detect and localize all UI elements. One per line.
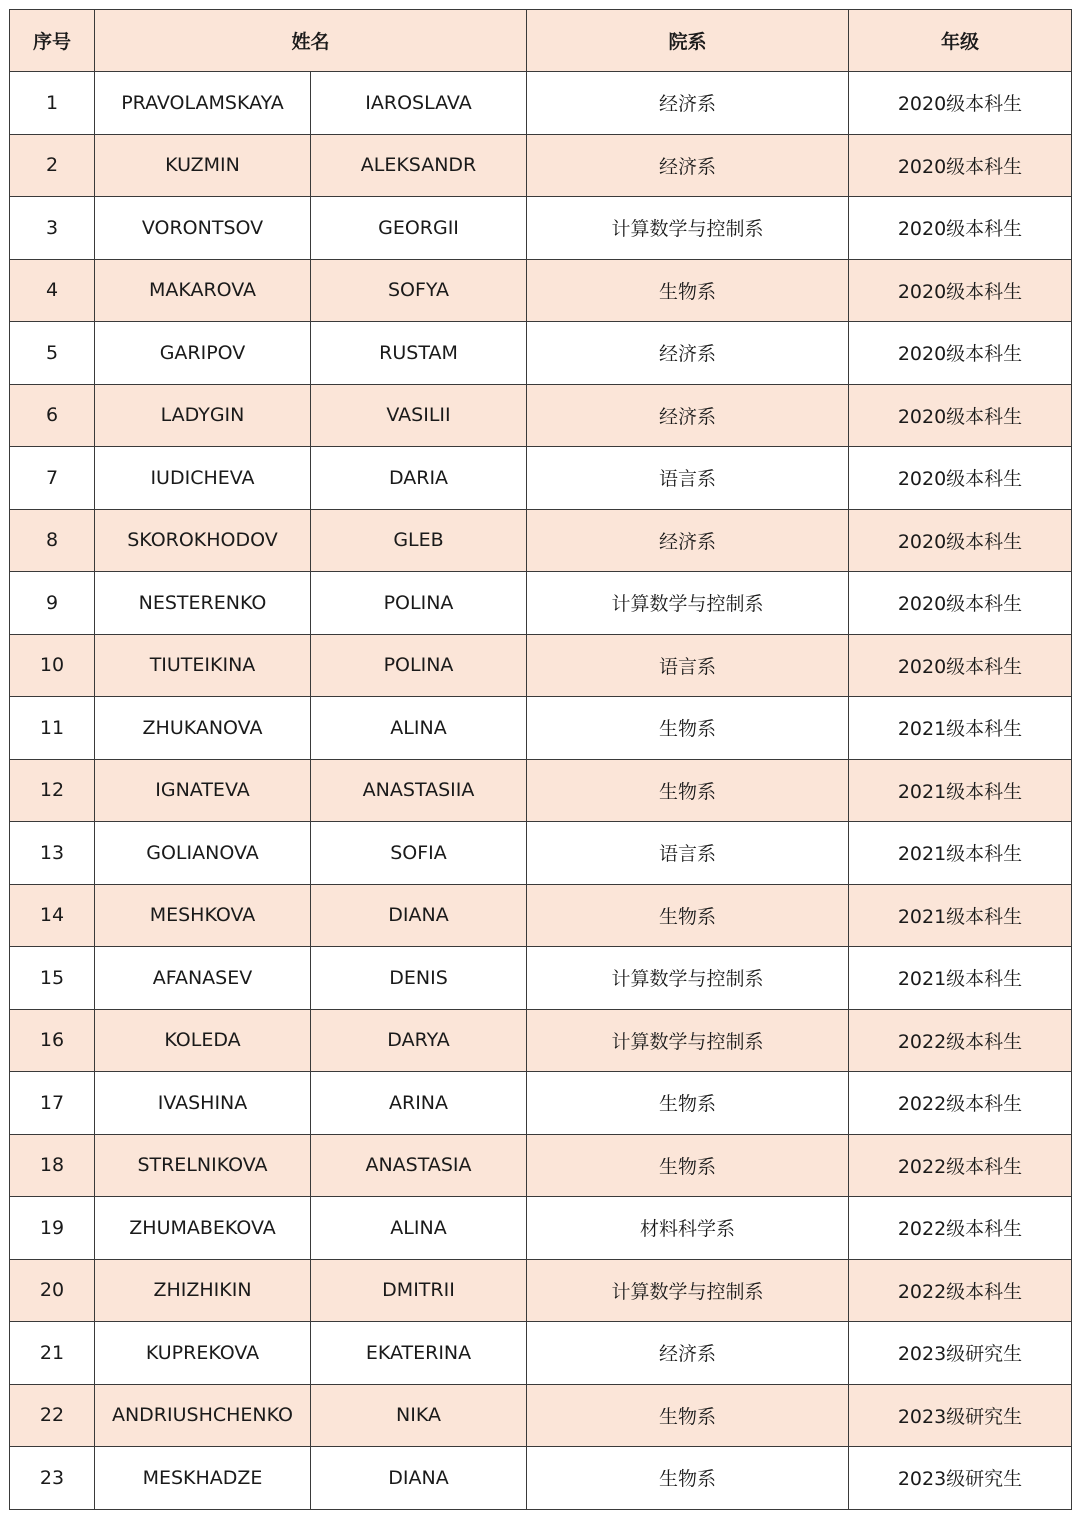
cell-department: 生物系 (527, 1384, 849, 1447)
cell-department: 计算数学与控制系 (527, 197, 849, 260)
cell-last-name: MESKHADZE (95, 1447, 311, 1510)
cell-first-name: NIKA (311, 1384, 527, 1447)
cell-first-name: POLINA (311, 572, 527, 635)
cell-department: 计算数学与控制系 (527, 947, 849, 1010)
cell-grade: 2023级研究生 (849, 1322, 1072, 1385)
cell-department: 计算数学与控制系 (527, 572, 849, 635)
cell-last-name: IGNATEVA (95, 759, 311, 822)
cell-index: 4 (10, 259, 95, 322)
table-row (10, 1134, 1072, 1197)
cell-grade: 2021级本科生 (849, 697, 1072, 760)
header-grade: 年级 (849, 10, 1072, 72)
cell-first-name: DARIA (311, 447, 527, 510)
cell-first-name: VASILII (311, 384, 527, 447)
cell-last-name: TIUTEIKINA (95, 634, 311, 697)
cell-index: 22 (10, 1384, 95, 1447)
table-row (10, 1197, 1072, 1260)
header-row (10, 10, 1072, 72)
table-row (10, 759, 1072, 822)
cell-grade: 2022级本科生 (849, 1009, 1072, 1072)
cell-first-name: DIANA (311, 884, 527, 947)
cell-index: 1 (10, 72, 95, 135)
cell-grade: 2022级本科生 (849, 1134, 1072, 1197)
cell-index: 7 (10, 447, 95, 510)
cell-first-name: GEORGII (311, 197, 527, 260)
table-row (10, 1384, 1072, 1447)
table-row (10, 1072, 1072, 1135)
table-row (10, 134, 1072, 197)
cell-department: 生物系 (527, 697, 849, 760)
cell-index: 10 (10, 634, 95, 697)
cell-grade: 2020级本科生 (849, 447, 1072, 510)
cell-first-name: DMITRII (311, 1259, 527, 1322)
cell-grade: 2020级本科生 (849, 134, 1072, 197)
cell-first-name: DIANA (311, 1447, 527, 1510)
table-row (10, 947, 1072, 1010)
cell-first-name: POLINA (311, 634, 527, 697)
cell-first-name: ARINA (311, 1072, 527, 1135)
cell-department: 经济系 (527, 1322, 849, 1385)
table-row (10, 259, 1072, 322)
cell-index: 11 (10, 697, 95, 760)
cell-grade: 2020级本科生 (849, 572, 1072, 635)
cell-last-name: SKOROKHODOV (95, 509, 311, 572)
table-row (10, 634, 1072, 697)
cell-first-name: ANASTASIIA (311, 759, 527, 822)
cell-grade: 2020级本科生 (849, 384, 1072, 447)
table-row (10, 1259, 1072, 1322)
table-row (10, 572, 1072, 635)
cell-department: 语言系 (527, 822, 849, 885)
cell-grade: 2021级本科生 (849, 759, 1072, 822)
cell-index: 8 (10, 509, 95, 572)
cell-index: 15 (10, 947, 95, 1010)
table-row (10, 322, 1072, 385)
cell-last-name: MESHKOVA (95, 884, 311, 947)
table-row (10, 447, 1072, 510)
table-row (10, 384, 1072, 447)
cell-index: 12 (10, 759, 95, 822)
table-row (10, 1447, 1072, 1510)
table-row (10, 1322, 1072, 1385)
cell-department: 计算数学与控制系 (527, 1009, 849, 1072)
cell-last-name: KOLEDA (95, 1009, 311, 1072)
cell-first-name: ALINA (311, 1197, 527, 1260)
cell-grade: 2021级本科生 (849, 884, 1072, 947)
cell-last-name: IUDICHEVA (95, 447, 311, 510)
table-row (10, 197, 1072, 260)
cell-department: 经济系 (527, 384, 849, 447)
cell-last-name: AFANASEV (95, 947, 311, 1010)
cell-grade: 2020级本科生 (849, 634, 1072, 697)
cell-last-name: STRELNIKOVA (95, 1134, 311, 1197)
student-roster-table (9, 9, 1072, 1510)
cell-first-name: DARYA (311, 1009, 527, 1072)
cell-index: 17 (10, 1072, 95, 1135)
cell-last-name: GOLIANOVA (95, 822, 311, 885)
cell-last-name: ZHUMABEKOVA (95, 1197, 311, 1260)
cell-index: 16 (10, 1009, 95, 1072)
cell-department: 经济系 (527, 509, 849, 572)
cell-first-name: ALINA (311, 697, 527, 760)
cell-grade: 2023级研究生 (849, 1447, 1072, 1510)
cell-index: 2 (10, 134, 95, 197)
table-row (10, 1009, 1072, 1072)
cell-first-name: IAROSLAVA (311, 72, 527, 135)
cell-department: 经济系 (527, 322, 849, 385)
cell-first-name: SOFIA (311, 822, 527, 885)
cell-last-name: ZHIZHIKIN (95, 1259, 311, 1322)
cell-last-name: IVASHINA (95, 1072, 311, 1135)
table-body (10, 72, 1072, 1510)
cell-last-name: ZHUKANOVA (95, 697, 311, 760)
cell-last-name: NESTERENKO (95, 572, 311, 635)
cell-index: 23 (10, 1447, 95, 1510)
cell-first-name: ALEKSANDR (311, 134, 527, 197)
cell-first-name: SOFYA (311, 259, 527, 322)
cell-grade: 2020级本科生 (849, 322, 1072, 385)
cell-index: 20 (10, 1259, 95, 1322)
table-header (10, 10, 1072, 72)
cell-grade: 2020级本科生 (849, 72, 1072, 135)
cell-grade: 2022级本科生 (849, 1259, 1072, 1322)
cell-grade: 2022级本科生 (849, 1072, 1072, 1135)
cell-index: 14 (10, 884, 95, 947)
cell-last-name: MAKAROVA (95, 259, 311, 322)
cell-last-name: GARIPOV (95, 322, 311, 385)
table-row (10, 822, 1072, 885)
cell-index: 5 (10, 322, 95, 385)
cell-department: 生物系 (527, 1134, 849, 1197)
cell-department: 语言系 (527, 634, 849, 697)
table-row (10, 72, 1072, 135)
cell-department: 经济系 (527, 134, 849, 197)
cell-department: 经济系 (527, 72, 849, 135)
cell-grade: 2020级本科生 (849, 509, 1072, 572)
table-row (10, 509, 1072, 572)
cell-index: 21 (10, 1322, 95, 1385)
cell-last-name: ANDRIUSHCHENKO (95, 1384, 311, 1447)
cell-department: 生物系 (527, 1072, 849, 1135)
cell-department: 生物系 (527, 1447, 849, 1510)
cell-grade: 2023级研究生 (849, 1384, 1072, 1447)
cell-last-name: KUPREKOVA (95, 1322, 311, 1385)
cell-grade: 2021级本科生 (849, 947, 1072, 1010)
header-index: 序号 (10, 10, 95, 72)
table-row (10, 884, 1072, 947)
cell-index: 18 (10, 1134, 95, 1197)
cell-first-name: ANASTASIA (311, 1134, 527, 1197)
cell-index: 13 (10, 822, 95, 885)
cell-first-name: EKATERINA (311, 1322, 527, 1385)
cell-department: 语言系 (527, 447, 849, 510)
cell-index: 9 (10, 572, 95, 635)
cell-last-name: PRAVOLAMSKAYA (95, 72, 311, 135)
cell-first-name: DENIS (311, 947, 527, 1010)
cell-last-name: VORONTSOV (95, 197, 311, 260)
cell-index: 6 (10, 384, 95, 447)
cell-index: 19 (10, 1197, 95, 1260)
cell-last-name: LADYGIN (95, 384, 311, 447)
cell-grade: 2020级本科生 (849, 197, 1072, 260)
roster-sheet (9, 9, 1071, 1510)
cell-department: 材料科学系 (527, 1197, 849, 1260)
cell-grade: 2021级本科生 (849, 822, 1072, 885)
cell-last-name: KUZMIN (95, 134, 311, 197)
cell-index: 3 (10, 197, 95, 260)
cell-department: 生物系 (527, 884, 849, 947)
table-row (10, 697, 1072, 760)
cell-department: 生物系 (527, 259, 849, 322)
cell-first-name: RUSTAM (311, 322, 527, 385)
cell-department: 计算数学与控制系 (527, 1259, 849, 1322)
cell-grade: 2022级本科生 (849, 1197, 1072, 1260)
cell-department: 生物系 (527, 759, 849, 822)
header-name: 姓名 (95, 10, 527, 72)
header-department: 院系 (527, 10, 849, 72)
cell-grade: 2020级本科生 (849, 259, 1072, 322)
cell-first-name: GLEB (311, 509, 527, 572)
